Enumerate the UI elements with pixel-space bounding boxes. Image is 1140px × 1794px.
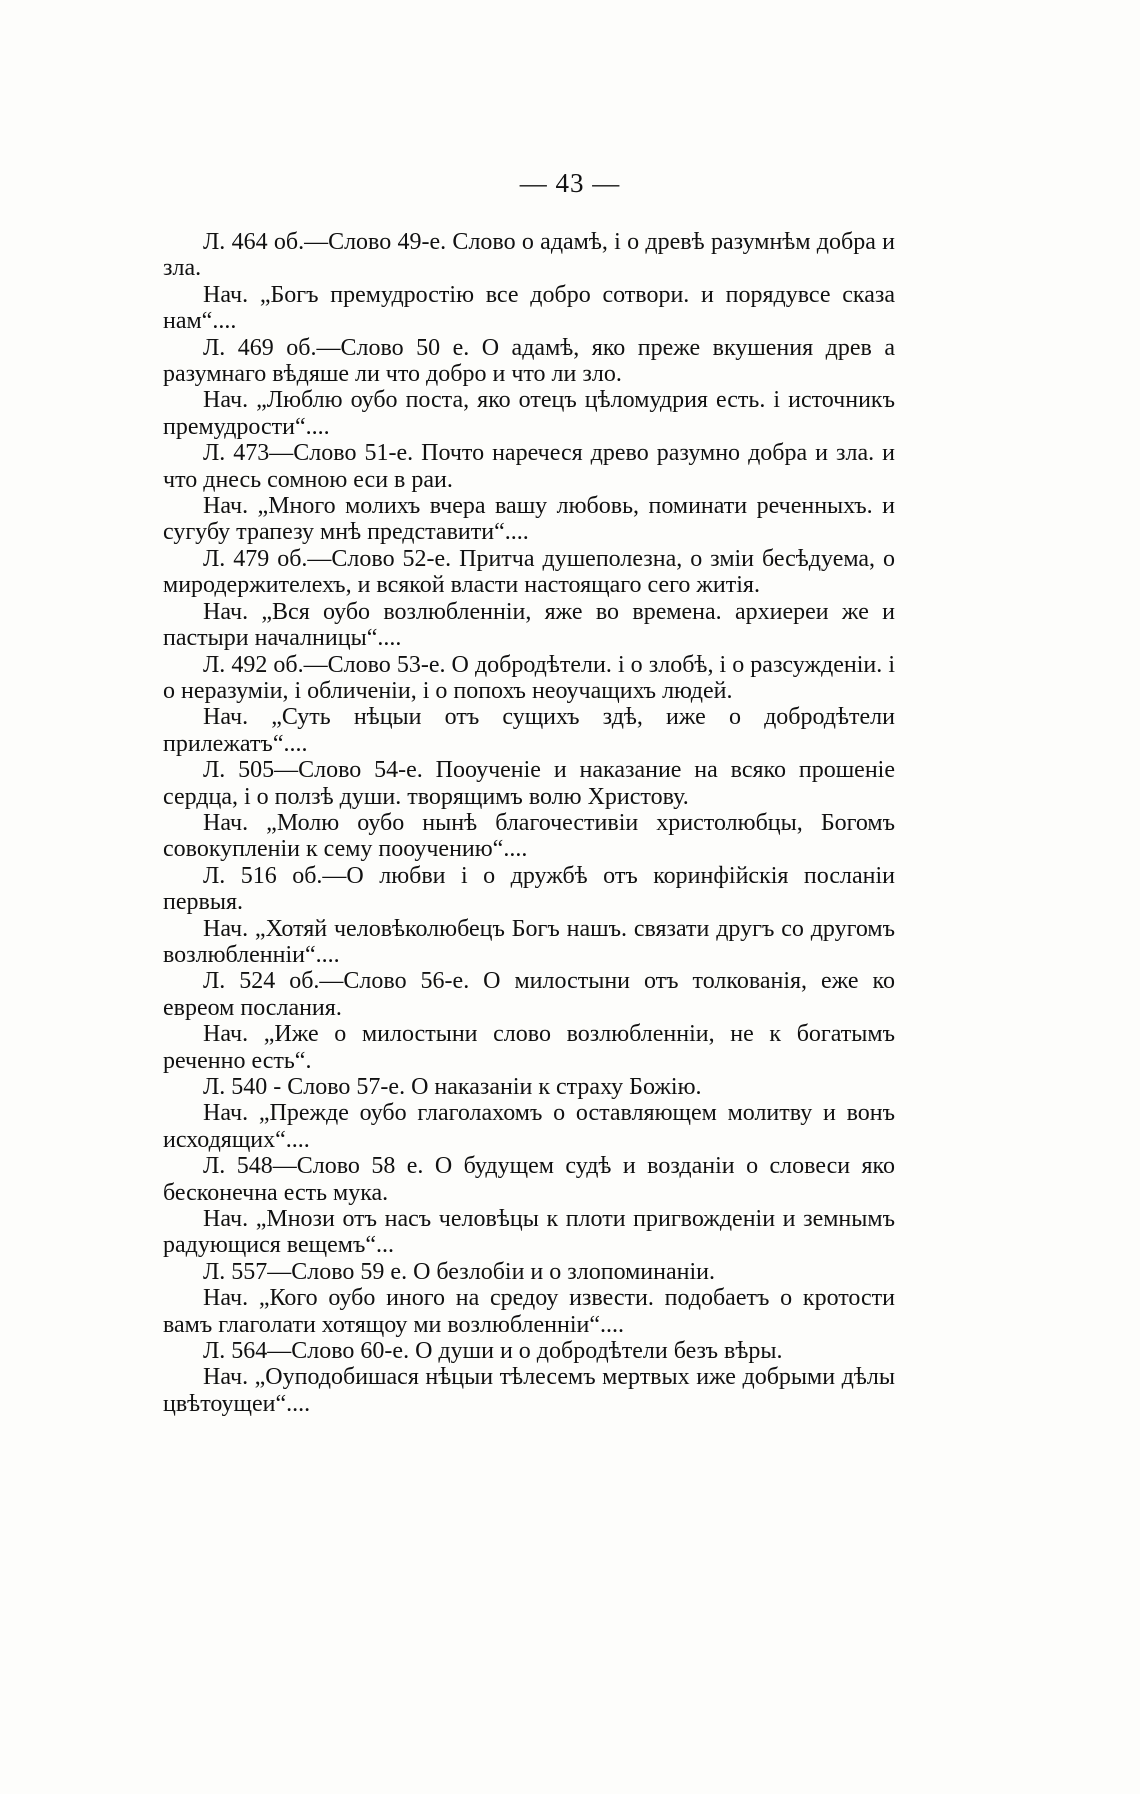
entry-incipit: Нач. „Оуподобишася нѣцыи тѣлесемъ мертвых иже добрыми дѣлы цвѣтоущеи“.... xyxy=(163,1364,895,1417)
entry-incipit: Нач. „Хотяй человѣколюбецъ Богъ нашъ. связати другъ со другомъ возлюбленніи“.... xyxy=(163,915,895,968)
entry-heading: Л. 540 - Слово 57-е. О наказаніи к страху Божію. xyxy=(203,1074,702,1100)
text-block xyxy=(163,229,895,1417)
entry-incipit: Нач. „Много молихъ вчера вашу любовь, поминати реченныхъ. и сугубу трапезу мнѣ представити“.... xyxy=(163,493,895,546)
entry-heading: Л. 492 об.—Слово 53-е. О добродѣтели. і о злобѣ, і о разсужденіи. і о неразуміи, і обличеніи, і о попохъ неоучащихъ людей. xyxy=(163,651,895,704)
entry-heading: Л. 464 об.—Слово 49-е. Слово о адамѣ, і о древѣ разумнѣм добра и зла. xyxy=(163,229,895,282)
entry-incipit: Нач. „Богъ премудростію все добро сотвори. и порядувсе сказа нам“.... xyxy=(163,281,895,335)
entry-heading: Л. 548—Слово 58 е. О будущем судѣ и возданіи о словеси яко бесконечна есть мука. xyxy=(163,1153,895,1206)
entry-incipit: Нач. „Суть нѣцыи отъ сущихъ здѣ, иже о добродѣтели прилежатъ“.... xyxy=(163,704,895,757)
entry-incipit: Нач. „Кого оубо иного на средоу извести. подобаетъ о кротости вамъ глаголати хотящоу ми возлюбленніи“.... xyxy=(163,1285,895,1338)
entry-heading: Л. 557—Слово 59 е. О безлобіи и о злопоминаніи. xyxy=(203,1258,716,1285)
entry-heading: Л. 524 об.—Слово 56-е. О милостыни отъ толкованія, еже ко евреом послания. xyxy=(163,968,895,1021)
entry-incipit: Нач. „Иже о милостыни слово возлюбленніи, не к богатымъ реченно есть“. xyxy=(163,1021,895,1074)
entry-incipit: Нач. „Мнози отъ насъ человѣцы к плоти пригвожденіи и земнымъ радующися вещемъ“... xyxy=(163,1206,895,1259)
page-number: — 43 — xyxy=(519,168,621,198)
entry-incipit: Нач. „Молю оубо нынѣ благочестивіи христолюбцы, Богомъ совокупленіи к сему пооучению“.... xyxy=(163,809,895,863)
entry-incipit: Нач. „Люблю оубо поста, яко отецъ цѣломудрия есть. і источникъ премудрости“.... xyxy=(163,387,895,440)
entry-heading: Л. 564—Слово 60-е. О души и о добродѣтели безъ вѣры. xyxy=(203,1338,783,1365)
entry-heading: Л. 469 об.—Слово 50 е. О адамѣ, яко преже вкушения древ а разумнаго вѣдяше ли что добро и что ли зло. xyxy=(163,334,895,388)
entry-heading: Л. 516 об.—О любви і о дружбѣ отъ коринфійскія посланіи первыя. xyxy=(163,862,895,916)
entry-heading: Л. 479 об.—Слово 52-е. Притча душеполезна, о зміи бесѣдуема, о миродержителехъ, и всякой власти настоящаго сего житія. xyxy=(163,545,895,599)
entry-incipit: Нач. „Вся оубо возлюбленніи, яже во времена. архиереи же и пастыри началницы“.... xyxy=(163,598,895,652)
entry-heading: Л. 505—Слово 54-е. Пооученіе и наказание на всяко прошеніе сердца, і о ползѣ души. творящимъ волю Христову. xyxy=(163,757,895,810)
entry-heading: Л. 473—Слово 51-е. Почто наречеся древо разумно добра и зла. и что днесь сомною еси в раи. xyxy=(163,440,895,493)
entry-incipit: Нач. „Прежде оубо глаголахомъ о оставляющем молитву и вонъ исходящих“.... xyxy=(163,1100,895,1153)
